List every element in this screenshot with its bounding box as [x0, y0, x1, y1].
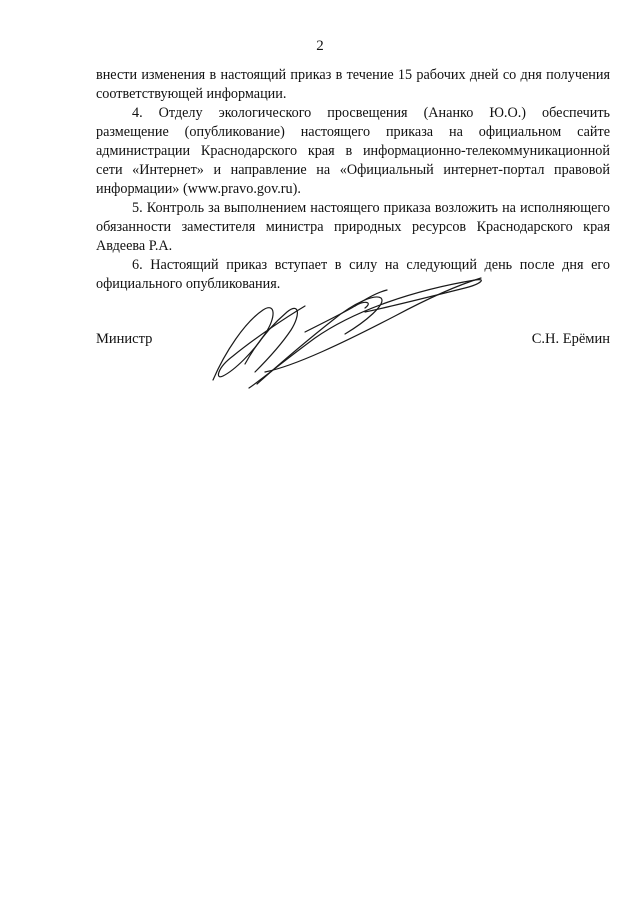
paragraph-item-4: 4. Отделу экологического просвещения (Ананко Ю.О.) обеспечить размещение (опубликование) настоящего приказа на официальном сайте администрации Краснодарского края в информационно-телекоммуникационной сети «Интернет» и направление на «Официальный интернет-портал правовой информации» (www.pravo.gov.ru).	[96, 105, 610, 197]
paragraph-item-6: 6. Настоящий приказ вступает в силу на следующий день после дня его официального опубликования.	[96, 257, 610, 292]
signatory-name: С.Н. Ерёмин	[531, 331, 610, 347]
handwritten-signature	[205, 272, 495, 392]
document-body	[96, 66, 610, 294]
page-number: 2	[316, 38, 324, 54]
paragraph-continuation: внести изменения в настоящий приказ в течение 15 рабочих дней со дня получения соответствующей информации.	[96, 67, 610, 102]
paragraph-item-5: 5. Контроль за выполнением настоящего приказа возложить на исполняющего обязанности заместителя министра природных ресурсов Краснодарского края Авдеева Р.А.	[96, 200, 610, 254]
signatory-title: Министр	[96, 331, 153, 347]
